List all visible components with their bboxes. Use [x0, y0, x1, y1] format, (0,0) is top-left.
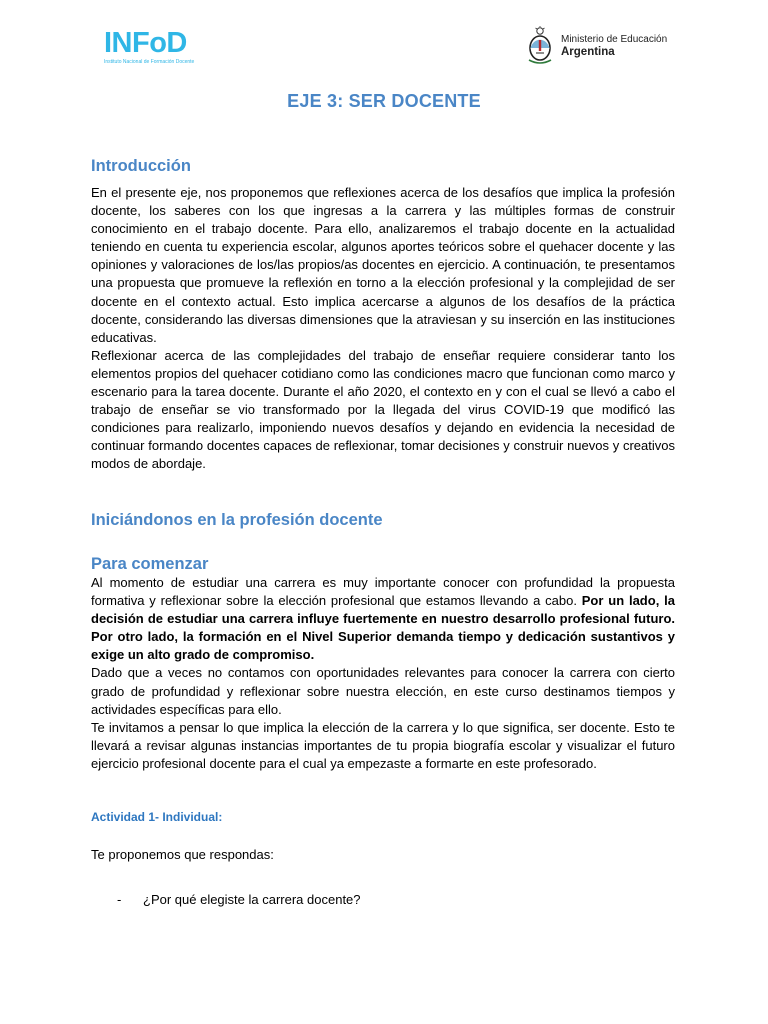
section-paragraph-3: Te invitamos a pensar lo que implica la elección de la carrera y lo que significa, ser docente. Esto te llevará a revisar algunas instancias importantes de tu propia biografía escolar y visualizar el futuro ejercicio profesional docente para el cual ya empezaste a formarte en este profesorado. — [91, 719, 675, 771]
intro-heading: Introducción — [91, 157, 191, 175]
section-heading: Iniciándonos en la profesión docente — [91, 511, 383, 529]
ministry-line2: Argentina — [561, 46, 615, 58]
ministry-logo — [527, 26, 667, 66]
infod-wordmark: INFoD — [104, 27, 187, 59]
section-body — [91, 574, 675, 773]
section-paragraph-1 — [91, 574, 675, 664]
activity-prompt: Te proponemos que respondas: — [91, 847, 274, 862]
question-text: ¿Por qué elegiste la carrera docente? — [143, 892, 361, 907]
section-p1-bold: Por un lado, la decisión de estudiar una carrera influye fuertemente en nuestro desarrollo profesional futuro. Por otro lado, la formación en el Nivel Superior demanda tiempo y dedicación sustantivos y exige un alto grado de compromiso. — [91, 593, 675, 663]
section-subheading: Para comenzar — [91, 555, 209, 573]
ministry-line1: Ministerio de Educación — [561, 34, 668, 45]
list-item — [117, 892, 361, 907]
infod-subtitle: Instituto Nacional de Formación Docente — [104, 59, 195, 65]
section-paragraph-2: Dado que a veces no contamos con oportunidades relevantes para conocer la carrera con cierto grado de profundidad y reflexionar sobre nuestra elección, en este curso destinamos tiempos y actividades específicas para ello. — [91, 665, 675, 717]
intro-body — [91, 184, 675, 474]
activity-label: Actividad 1- Individual: — [91, 810, 223, 824]
page-header — [0, 0, 768, 90]
intro-paragraph-2: Reflexionar acerca de las complejidades del trabajo de enseñar requiere considerar tanto los elementos propios del quehacer cotidiano como las condiciones macro que funcionan como marco y escenario para la tarea docente. Durante el año 2020, el contexto en y con el cual se llevó a cabo el trabajo de enseñar se vio transformado por la llegada del virus COVID-19 que modificó las condiciones para realizarlo, imponiendo nuevos desafíos y dejando en evidencia la necesidad de continuar formando docentes capaces de reflexionar, tomar decisiones y construir nuevos y creativos modos de abordaje. — [91, 347, 675, 472]
page-title: EJE 3: SER DOCENTE — [287, 91, 481, 111]
bullet-marker: - — [117, 892, 122, 907]
coat-of-arms-icon — [527, 26, 553, 66]
intro-paragraph-1: En el presente eje, nos proponemos que reflexiones acerca de los desafíos que implica la profesión docente, los saberes con los que ingresas a la carrera y las múltiples formas de construir conocimiento en el trabajo docente. Para ello, analizaremos el trabajo docente en la actualidad teniendo en cuenta tu experiencia escolar, algunos aportes teóricos sobre el quehacer docente y las opiniones y valoraciones de los/las propios/as docentes en ejercicio. A continuación, te presentamos una propuesta que promueve la reflexión en torno a la elección profesional y la complejidad de ser docente en el contexto actual. Esto implica acercarse a algunos de los desafíos de la práctica docente, considerando las diversas dimensiones que la atraviesan y su inserción en las instituciones educativas. — [91, 185, 675, 345]
section-p1-text: Al momento de estudiar una carrera es muy importante conocer con profundidad la propuesta formativa y reflexionar sobre la elección profesional que estamos llevando a cabo. — [91, 575, 675, 609]
infod-logo — [104, 28, 194, 65]
